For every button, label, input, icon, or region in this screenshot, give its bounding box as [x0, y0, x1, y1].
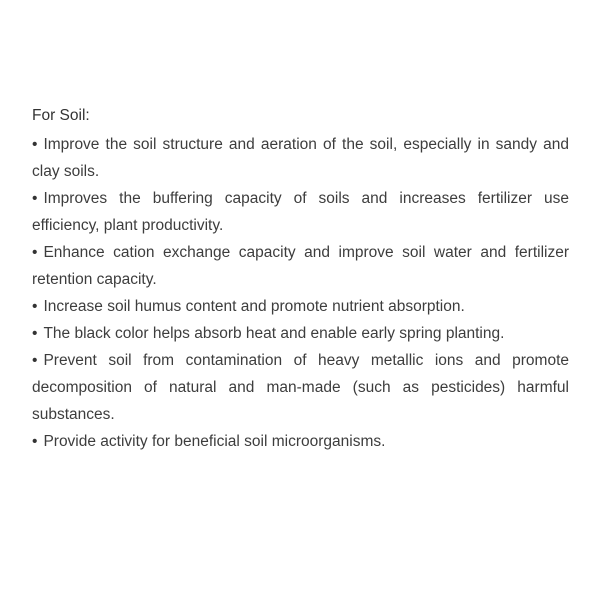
- bullet-text: Provide activity for beneficial soil microorganisms.: [43, 433, 386, 450]
- bullet-icon: •: [32, 244, 38, 261]
- bullet-item: [32, 131, 569, 185]
- bullet-icon: •: [32, 298, 38, 315]
- bullet-text: Increase soil humus content and promote nutrient absorption.: [43, 298, 465, 315]
- bullet-item: [32, 347, 569, 428]
- bullet-icon: •: [32, 190, 38, 207]
- bullet-icon: •: [32, 433, 38, 450]
- section-heading: For Soil:: [32, 107, 90, 124]
- bullet-item: [32, 185, 569, 239]
- bullet-text: Enhance cation exchange capacity and improve soil water and fertilizer retention capacity.: [32, 244, 569, 288]
- soil-benefits-section: [32, 102, 569, 455]
- bullet-text: Improve the soil structure and aeration of the soil, especially in sandy and clay soils.: [32, 136, 569, 180]
- bullet-text: Prevent soil from contamination of heavy metallic ions and promote decomposition of natural and man-made (such as pesticides) harmful substances.: [32, 352, 569, 423]
- bullet-item: [32, 320, 569, 347]
- bullet-text: The black color helps absorb heat and enable early spring planting.: [43, 325, 505, 342]
- bullet-icon: •: [32, 352, 38, 369]
- bullet-text: Improves the buffering capacity of soils and increases fertilizer use efficiency, plant productivity.: [32, 190, 569, 234]
- bullet-item: [32, 239, 569, 293]
- bullet-icon: •: [32, 136, 38, 153]
- bullet-icon: •: [32, 325, 38, 342]
- bullet-item: [32, 293, 569, 320]
- bullet-item: [32, 428, 569, 455]
